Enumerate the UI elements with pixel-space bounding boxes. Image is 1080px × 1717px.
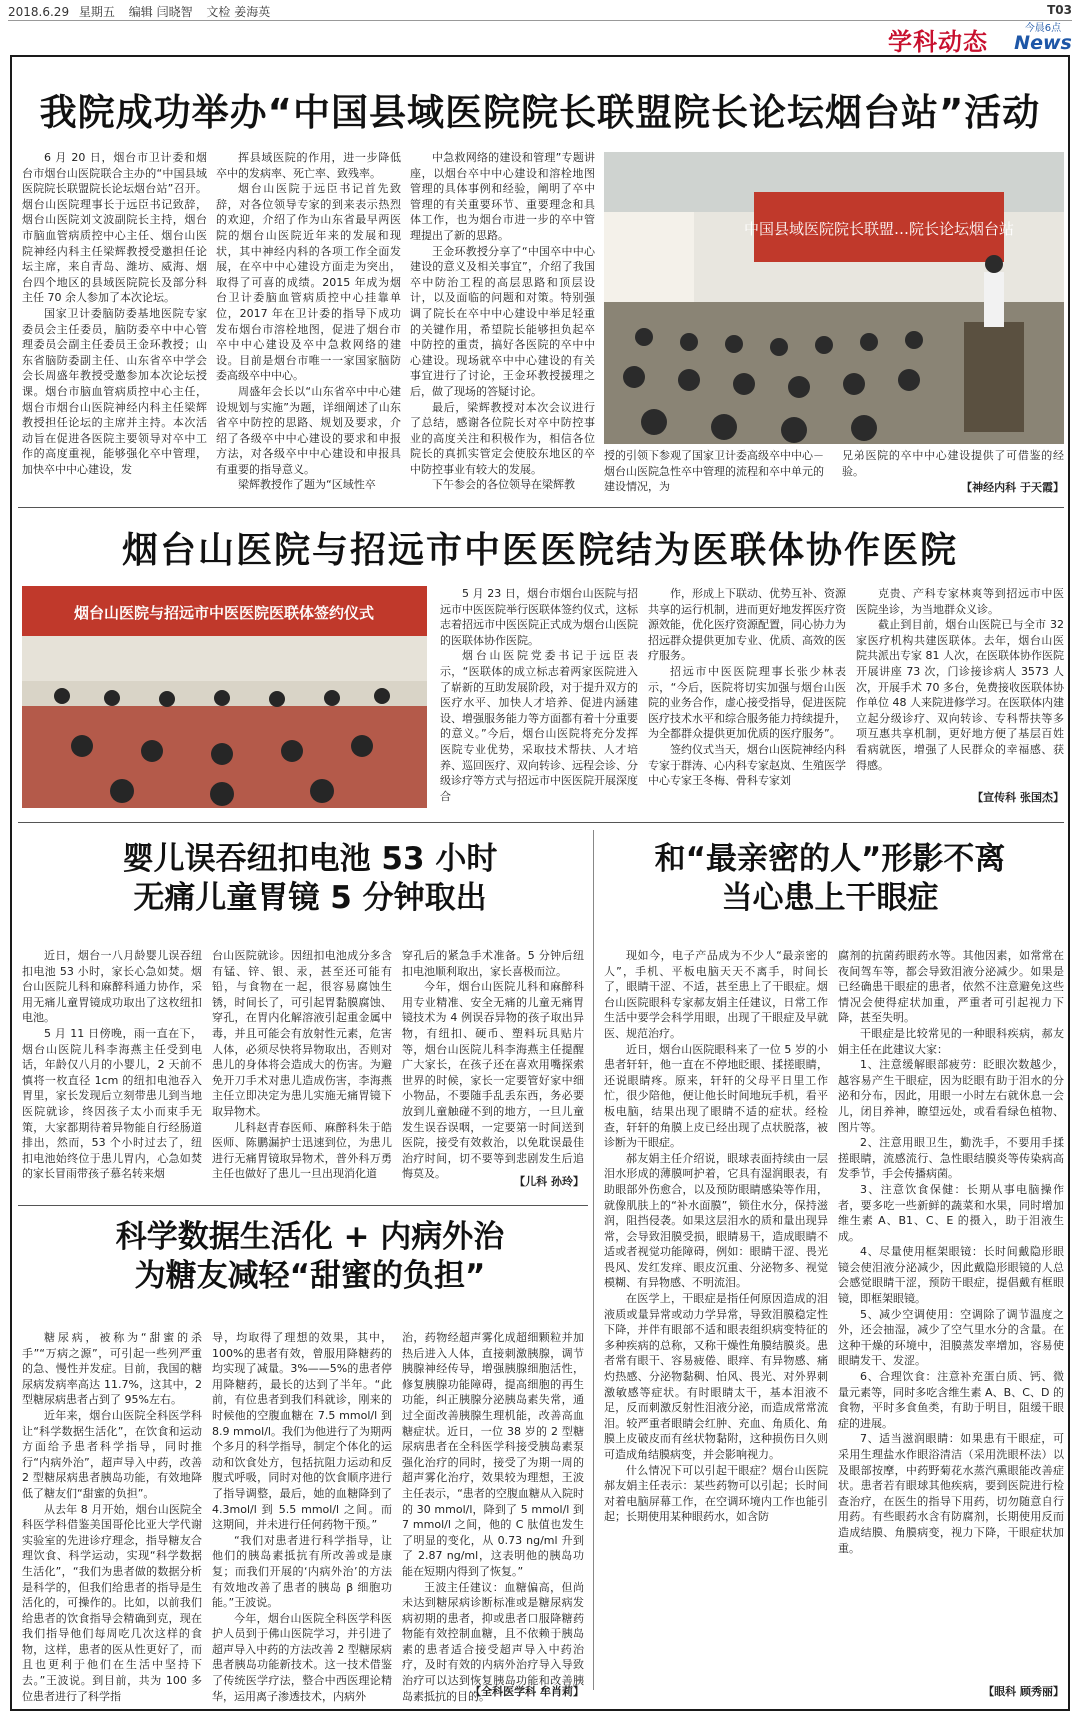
a2-byline: 【宣传科 张国杰】: [972, 791, 1064, 804]
signing-banner-text: 烟台山医院与招远市中医医院医联体签约仪式: [73, 604, 375, 622]
paragraph: 5 月 23 日，烟台市烟台山医院与招远市中医医院举行医联体签约仪式，这标志着招远市中医医院正式成为烟台山医院的医联体协作医院。: [440, 587, 638, 647]
paragraph: 挥县域医院的作用，进一步降低卒中的发病率、死亡率、致残率。: [216, 151, 401, 180]
a3-title-line1: 婴儿误吞纽扣电池 53 小时: [122, 841, 498, 877]
paragraph: 5、减少空调使用：空调除了调节温度之外，还会抽湿，减少了空气里水分的含量。在这种干燥的环境中，泪膜蒸发率增加，容易使眼睛发干、发涩。: [838, 1307, 1064, 1368]
paragraph: 近年来，烟台山医院全科医学科让“科学数据生活化”，在饮食和运动方面给予患者科学指导，同时推行“内病外治”，超声导入中药，改善 2 型糖尿病患者胰岛功能，有效地降低了糖友们“甜蜜的负担”。: [22, 1408, 202, 1500]
paragraph: 治，药物经超声雾化成超细颗粒并加热后进入人体，直接刺激胰腺，调节胰腺神经传导，增强胰腺细胞活性，修复胰腺功能障碍，提高细胞的再生功能，纠正胰腺分泌胰岛素失常，通过全面改善胰腺生理机能，改善高血糖症状。近日，一位 38 岁的 2 型糖尿病患者在全科医学科接受胰岛素泵强化治疗的同时，接受了为期一周的超声雾化治疗，效果较为理想，王波主任表示，“患者的空腹血糖从入院时的 30 mmol/l，降到了 5 mmol/l 到 7 mmol/l 之间，他的 C 肽值也发生了明显的变化，从 0.73 ng/ml 升到了 2.87 ng/ml，这表明他的胰岛功能在短期内得到了恢复。”: [402, 1331, 584, 1578]
paragraph: 7、适当滋润眼睛：如果患有干眼症，可采用生理盐水作眼浴清洁（采用洗眼杯法）以及眼部按摩，中药野菊花水蒸汽熏眼能改善症状。患者若有眼球其他疾病，要到医院进行检查治疗，在医生的指导下用药，切勿随意自行用药。有些眼药水含有防腐剂，长期使用反而造成结膜、角膜病变，视力下降，干眼症状加重。: [838, 1432, 1064, 1555]
paragraph: 2、注意用眼卫生，勤洗手，不要用手揉搓眼睛，流感流行、急性眼结膜炎等传染病高发季节，手会传播病菌。: [838, 1136, 1064, 1181]
logo-top-text: 今晨6点: [1024, 23, 1062, 34]
a1-col5: [842, 448, 1064, 480]
paragraph: 签约仪式当天，烟台山医院神经内科专家于群涛、心内科专家赵岚、生殖医学中心专家王冬梅、骨科专家刘: [648, 742, 846, 788]
paragraph: 兄弟医院的卒中中心建设提供了可借鉴的经验。: [842, 449, 1064, 478]
a4-title-line2: 当心患上干眼症: [721, 879, 939, 916]
paragraph: 王波主任建议：血糖偏高，但尚未达到糖尿病诊断标准或是糖尿病发病初期的患者，抑或患者口服降糖药物能有效控制血糖，且不依赖于胰岛素的患者适合接受超声导入中药治疗，及时有效的内病外治疗导入导致治疗可以达到恢复胰岛功能和改善胰岛素抵抗的目的。: [402, 1580, 584, 1703]
a5-col1: [22, 1330, 202, 1702]
a3-title-line2: 无痛儿童胃镜 5 分钟取出: [133, 879, 487, 916]
paragraph: 今年，烟台山医院全科医学科医护人员到于佛山医院学习，并引进了超声导入中药的方法改善 2 型糖尿病患者胰岛功能新技术。这一技术借鉴了传统医学疗法，整合中西医理论精华，运用离子渗透技术，内病外: [212, 1611, 392, 1703]
paragraph: 下午参会的各位领导在梁辉教: [432, 478, 575, 492]
paragraph: 台山医院就诊。因纽扣电池成分多含有锰、锌、银、汞，甚至还可能有铅，与食物在一起，很容易腐蚀生锈，时间长了，可引起胃黏膜腐蚀、穿孔，在胃内化解溶液引起重金属中毒，并且可能会有放射性元素，危害人体，必须尽快将异物取出，否则对患儿的身体将会造成大的伤害。为避免开刀手术对患儿造成伤害，李海燕主任立即决定为患儿实施无痛胃镜下取异物术。: [212, 949, 392, 1118]
issue-date: 2018.6.29: [8, 5, 70, 19]
a3-byline: 【儿科 孙玲】: [514, 1175, 584, 1188]
news-logo: [1012, 24, 1074, 54]
a1-byline: 【神经内科 于天霞】: [961, 481, 1064, 494]
signing-photo: [22, 586, 427, 808]
paragraph: 6 月 20 日，烟台市卫计委和烟台市烟台山医院联合主办的“中国县域医院院长联盟院长论坛烟台站”召开。烟台山医院理事长于远臣书记致辞，烟台山医院刘文波副院长主持，烟台市脑血管病质控中心主任、烟台山医院神经内科主任梁辉教授受邀担任论坛主席，来自青岛、潍坊、威海、烟台四个地区的县域医院院长及部分科主任 70 余人参加了本次论坛。: [22, 151, 207, 305]
paragraph: 5 月 11 日傍晚，雨一直在下，烟台山医院儿科李海燕主任受到电话，年龄仅八月的小婴儿，2 天前不慎将一枚直径 1cm 的纽扣电池吞入胃里，家长发现后立刻带患儿到当地医院就诊，终因孩子太小而束手无策，大家都期待着异物能自行经肠道排出，然而，53 个小时过去了，纽扣电池始终位于患儿胃内，心急如焚的家长冒雨带孩子慕名转来烟: [22, 1026, 202, 1181]
paragraph: 1、注意缓解眼部疲劳：眨眼次数越少，越容易产生干眼症，因为眨眼有助于泪水的分泌和分布，因此，用眼一小时左右就休息一会儿，闭目养神，瞭望远处，或看看绿色植物、图片等。: [838, 1058, 1064, 1134]
divider-3: [18, 1205, 588, 1206]
paragraph: 国家卫计委脑防委基地医院专家委员会主任委员，脑防委卒中中心管理委员会副主任委员王金环教授；山东省脑防委副主任、山东省卒中学会会长周盛年教授受邀参加本次论坛授课。烟台市脑血管病质控中心主任，烟台市烟台山医院神经内科主任梁辉教授担任论坛的主席并主持。本次活动旨在促进各医院主要领导对卒中工作的高度重视，能够强化卒中管理，加快卒中中心建设，发: [22, 306, 207, 476]
a4-col1: [604, 948, 828, 1702]
paragraph: 6、合理饮食：注意补充蛋白质、钙、微量元素等，同时多吃含维生素 A、B、C、D 的食物，平时多食鱼类，有助于明目，阻缓干眼症的进展。: [838, 1370, 1064, 1430]
paragraph: 中急救网络的建设和管理”专题讲座，以烟台卒中中心建设和溶栓地图管理的具体事例和经验，阐明了卒中管理的有关重要环节、重要理念和具体工作，也为烟台市进一步的卒中管理提出了新的思路。: [410, 151, 595, 242]
paragraph: 干眼症是比较常见的一种眼科疾病，郝友娟主任在此建议大家：: [838, 1026, 1064, 1056]
page-number: T03: [1047, 3, 1072, 17]
paragraph: 从去年 8 月开始，烟台山医院全科医学科借鉴美国哥伦比亚大学代谢实验室的先进诊疗理念，指导糖友合理饮食、科学运动，实现“科学数据生活化”，“我们为患者做的数据分析是科学的，但我们给患者的指导是生活化的，可操作的。比如，以前我们给患者的饮食指导会精确到克，现在我们指导他们每周吃几次这样的食物，这样，患者的医从性更好了，而且也更利于他们在生活中坚持下去。”王波说。到目前，共为 100 多位患者进行了科学指: [22, 1502, 202, 1703]
paragraph: 克贵、产科专家林爽等到招远市中医医院坐诊，为当地群众义诊。: [856, 587, 1064, 616]
section-title: 学科动态: [888, 28, 988, 56]
paragraph: 郝友娟主任介绍说，眼球表面持续由一层泪水形成的薄膜呵护着，它具有湿润眼表，有助眼部外伤愈合，以及预防眼睛感染等作用，就像肌肤上的“补水面膜”，锁住水分，保持滋润，阻挡侵袭。如果这层泪水的质和量出现异常，会导致泪膜受损，眼睛易干，造成眼睛不适或者视觉功能障碍，例如：眼睛干涩、畏光畏风、发红发痒、眼皮沉重、分泌物多、视觉模糊、有异物感、不明流泪。: [604, 1151, 828, 1290]
article5-title: [40, 1218, 580, 1296]
a3-col3: [402, 948, 584, 1181]
page-header: [0, 0, 1080, 22]
paragraph: 现如今，电子产品成为不少人“最亲密的人”，手机、平板电脑天天不离手，时间长了，眼睛干涩、不适，甚至患上了干眼症。烟台山医院眼科专家郝友娟主任建议，日常工作生活中要学会科学用眼，出现了干眼症及早就医、规范治疗。: [604, 949, 828, 1040]
paragraph: 近日，烟台山医院眼科来了一位 5 岁的小患者轩轩，他一直在不停地眨眼、揉搓眼睛，还说眼睛疼。原来，轩轩的父母平日里工作忙，很少陪他，便让他长时间地玩手机，看平板电脑，结果出现了眼睛不适的症状。经检查，轩轩的角膜上皮已经出现了点状脱落，被诊断为干眼症。: [604, 1042, 828, 1150]
a5-byline: 【全科医学科 牟肖莉】: [470, 1685, 584, 1698]
paragraph: 烟台山医院于远臣书记首先致辞，对各位领导专家的到来表示热烈的欢迎，介绍了作为山东省最早两医院的烟台山医院近年来的发展和现状，其中神经内科的各项工作全面发展，在卒中中心建设方面走为突出，取得了可喜的成绩。2015 年成为烟台卫计委脑血管病质控中心挂靠单位，2017 年在卫计委的指导下成功发布烟台市溶栓地图，促进了烟台市卒中中心建设及卒中急救网络的建设。目前是烟台市唯一一家国家脑防委高级卒中中心。: [216, 182, 401, 383]
paragraph: 4、尽量使用框架眼镜：长时间戴隐形眼镜会使泪液分泌减少，因此戴隐形眼镜的人总会感觉眼睛干涩，预防干眼症，提倡戴有框眼镜，即框架眼镜。: [838, 1245, 1064, 1306]
a1-col4: [604, 448, 824, 498]
paragraph: “我们对患者进行科学指导，让他们的胰岛素抵抗有所改善或是康复；而我们开展的‘内病外治’的方法有效地改善了患者的胰岛 β 细胞功能。”王波说。: [212, 1533, 392, 1610]
article4-title: [610, 840, 1050, 918]
paragraph: 周盛年会长以“山东省卒中中心建设规划与实施”为题，详细阐述了山东省卒中防控的思路、规划及要求，介绍了各级卒中中心建设的要求和申报方法，对各级卒中中心建设和申报具有重要的指导意义。: [216, 384, 401, 476]
header-rule: [8, 20, 1072, 21]
article2-title: 烟台山医院与招远市中医医院结为医联体协作医院: [121, 530, 958, 571]
paragraph: 截止到目前，烟台山医院已与全市 32 家医疗机构共建医联体。去年，烟台山医院共派出专家 81 人次，在医联体协作医院开展讲座 73 次，门诊接诊病人 3573 人次，开展手术 70 多台，免费接收医联体协作单位 48 人来院进修学习。在医联体内建立起分级诊疗、双向转诊、专科帮扶等多项互惠共享机制，更好地方便了基层百姓看病就医，增强了人民群众的幸福感、获得感。: [856, 618, 1064, 772]
paragraph: 授的引领下参观了国家卫计委高级卒中中心－烟台山医院急性卒中管理的流程和卒中单元的建设情况，为: [604, 449, 824, 494]
paragraph: 近日，烟台一八月龄婴儿误吞纽扣电池 53 小时，家长心急如焚。烟台山医院儿科和麻醉科通力协作，采用无痛儿童胃镜成功取出了这枚纽扣电池。: [22, 949, 202, 1025]
a2-col3: [856, 586, 1064, 790]
column-divider: [593, 830, 594, 1690]
a2-col2: [648, 586, 846, 808]
paragraph: 穿孔后的紧急手术准备。5 分钟后纽扣电池顺利取出，家长喜极而泣。: [402, 949, 584, 978]
a4-byline: 【眼科 顾秀丽】: [983, 1685, 1064, 1698]
a5-col2: [212, 1330, 392, 1702]
a1-col2: [216, 150, 401, 490]
a2-col1: [440, 586, 638, 808]
header-meta: [8, 3, 270, 20]
article3-title: [40, 840, 580, 918]
article1-title: 我院成功举办“中国县域医院院长联盟院长论坛烟台站”活动: [39, 91, 1041, 134]
paragraph: 最后，梁辉教授对本次会议进行了总结，感谢各位院长对卒中防控事业的高度关注和积极作为，相信各位院长的真抓实管定会使胶东地区的卒中防控事业有较大的发展。: [410, 400, 595, 476]
a1-col1: [22, 150, 207, 490]
paragraph: 儿科赵青春医师、麻醉科朱于皓医师、陈鹏漏护士迅速到位，为患儿进行无痛胃镜取异物术，普外科万勇主任也做好了患儿一旦出现消化道: [212, 1120, 392, 1181]
paragraph: 烟台山医院党委书记于远臣表示，“医联体的成立标志着两家医院进入了崭新的互助发展阶段，对于提升双方的医疗水平、加快人才培养、促进内涵建设、增强服务能力等方面都有着十分重要的意义。”今后，烟台山医院将充分发挥医院专业优势，采取技术帮扶、人才培养、巡回医疗、双向转诊、远程会诊、分级诊疗等方式与招远市中医医院开展深度合: [440, 649, 638, 803]
paragraph: 腐剂的抗菌药眼药水等。其他因素，如常常在夜间驾车等，都会导致泪液分泌减少。如果是已经确患干眼症的患者，依然不注意避免这些情况会使得症状加重，严重者可引起视力下降，甚至失明。: [838, 949, 1064, 1025]
logo-bottom-text: News: [1014, 32, 1072, 54]
paragraph: 糖尿病，被称为“甜蜜的杀手”“万病之源”，可引起一些列严重的急、慢性并发症。目前，我国的糖尿病发病率高达 11.7%，这其中，2 型糖尿病患者占到了 95%左右。: [22, 1331, 202, 1407]
paragraph: 梁辉教授作了题为“区域性卒: [238, 478, 376, 492]
forum-photo: [604, 152, 1064, 444]
editor: 编辑 闫晓智: [128, 5, 193, 19]
paragraph: 王金环教授分享了“中国卒中中心建设的意义及相关事宜”，介绍了我国卒中防治工程的高层思路和顶层设计，以及面临的问题和对策。特别强调了院长在卒中中心建设中举足轻重的关键作用，希望院长能够担负起卒中防控的重责，搞好各医院的卒中中心建设。现场就卒中中心建设的有关事宜进行了讨论，王金环教授援理之后，做了现场的答疑讨论。: [410, 244, 595, 398]
a3-col2: [212, 948, 392, 1192]
a5-title-line1: 科学数据生活化 + 内病外治: [115, 1219, 505, 1255]
issue-weekday: 星期五: [78, 5, 115, 19]
paragraph: 在医学上，干眼症是指任何原因造成的泪液质或量异常或动力学异常，导致泪膜稳定性下降，并伴有眼部不适和眼表组织病变特征的多种疾病的总称，又称干燥性角膜结膜炎。患者常有眼干、容易疲倦、眼痒、有异物感、痛灼热感、分泌物黏稠、怕风、畏光、对外界刺激敏感等症状。有时眼睛太干，基本泪液不足，反而刺激反射性泪液分泌，而造成常常流泪。较严重者眼睛会红肿、充血、角质化、角膜上皮破皮而有丝状物黏附，这种损伤日久则可造成角结膜病变，并会影响视力。: [604, 1292, 828, 1461]
paragraph: 导，均取得了理想的效果，其中，100%的患者有效，曾服用降糖药的均实现了减量。3%——5%的患者停用降糖药，最长的达到了半年。“此前，有位患者到我们科就诊，刚来的时候他的空腹血糖在 7.5 mmol/l 到 8.9 mmol/l。我们为他进行了为期两个多月的科学指导，制定个体化的运动和饮食处方，包括抗阻力运动和反腹式呼吸，同时对他的饮食顺序进行了指导调整，最后，她的血糖降到了 4.3mol/l 到 5.5 mmol/l 之间。而这期间，并未进行任何药物干预。”: [212, 1331, 392, 1532]
a1-col3: [410, 150, 595, 490]
a4-title-line1: 和“最亲密的人”形影不离: [654, 841, 1006, 877]
a5-title-line2: 为糖友减轻“甜蜜的负担”: [134, 1257, 486, 1294]
proofreader: 文检 姜海英: [206, 5, 271, 19]
paragraph: 3、注意饮食保健：长期从事电脑操作者，要多吃一些新鲜的蔬菜和水果，同时增加维生素 A、B1、C、E 的摄入，助于泪液生成。: [838, 1182, 1064, 1243]
paragraph: 作，形成上下联动、优势互补、资源共享的运行机制，进而更好地发挥医疗资源效能，优化医疗资源配置，同心协力为招远群众提供更加专业、优质、高效的医疗服务。: [648, 587, 846, 663]
paragraph: 什么情况下可以引起干眼症？烟台山医院郝友娟主任表示：某些药物可以引起；长时间对着电脑屏幕工作，在空调环境内工作也能引起；长期使用某种眼药水，如含防: [604, 1463, 828, 1524]
forum-banner-text: 中国县域医院院长联盟…院长论坛烟台站: [743, 220, 1015, 238]
paragraph: 今年，烟台山医院儿科和麻醉科用专业精准、安全无痛的儿童无痛胃镜技术为 4 例误吞异物的孩子取出异物，有纽扣、硬币、塑料玩具贴片等，烟台山医院儿科李海燕主任提醒广大家长，在孩子还在喜欢用嘴探索世界的时候，家长一定要管好家中细小物品，不要随手乱丢东西，务必要放到儿童触碰不到的地方，一旦儿童发生误吞误咽，一定要第一时间送到医院，接受有效救治，以免耽误最佳治疗时间，切不要等到悲剧发生后追悔莫及。: [402, 980, 584, 1181]
paragraph: 招远市中医医院理事长张少林表示，“今后，医院将切实加强与烟台山医院的业务合作，虚心接受指导，促进医院医疗技术水平和综合服务能力持续提升，为全都群众提供更加优质的医疗服务”。: [648, 664, 846, 741]
divider-2: [18, 822, 1064, 823]
a4-col2: [838, 948, 1064, 1684]
divider-1: [18, 507, 1064, 508]
a3-col1: [22, 948, 202, 1192]
